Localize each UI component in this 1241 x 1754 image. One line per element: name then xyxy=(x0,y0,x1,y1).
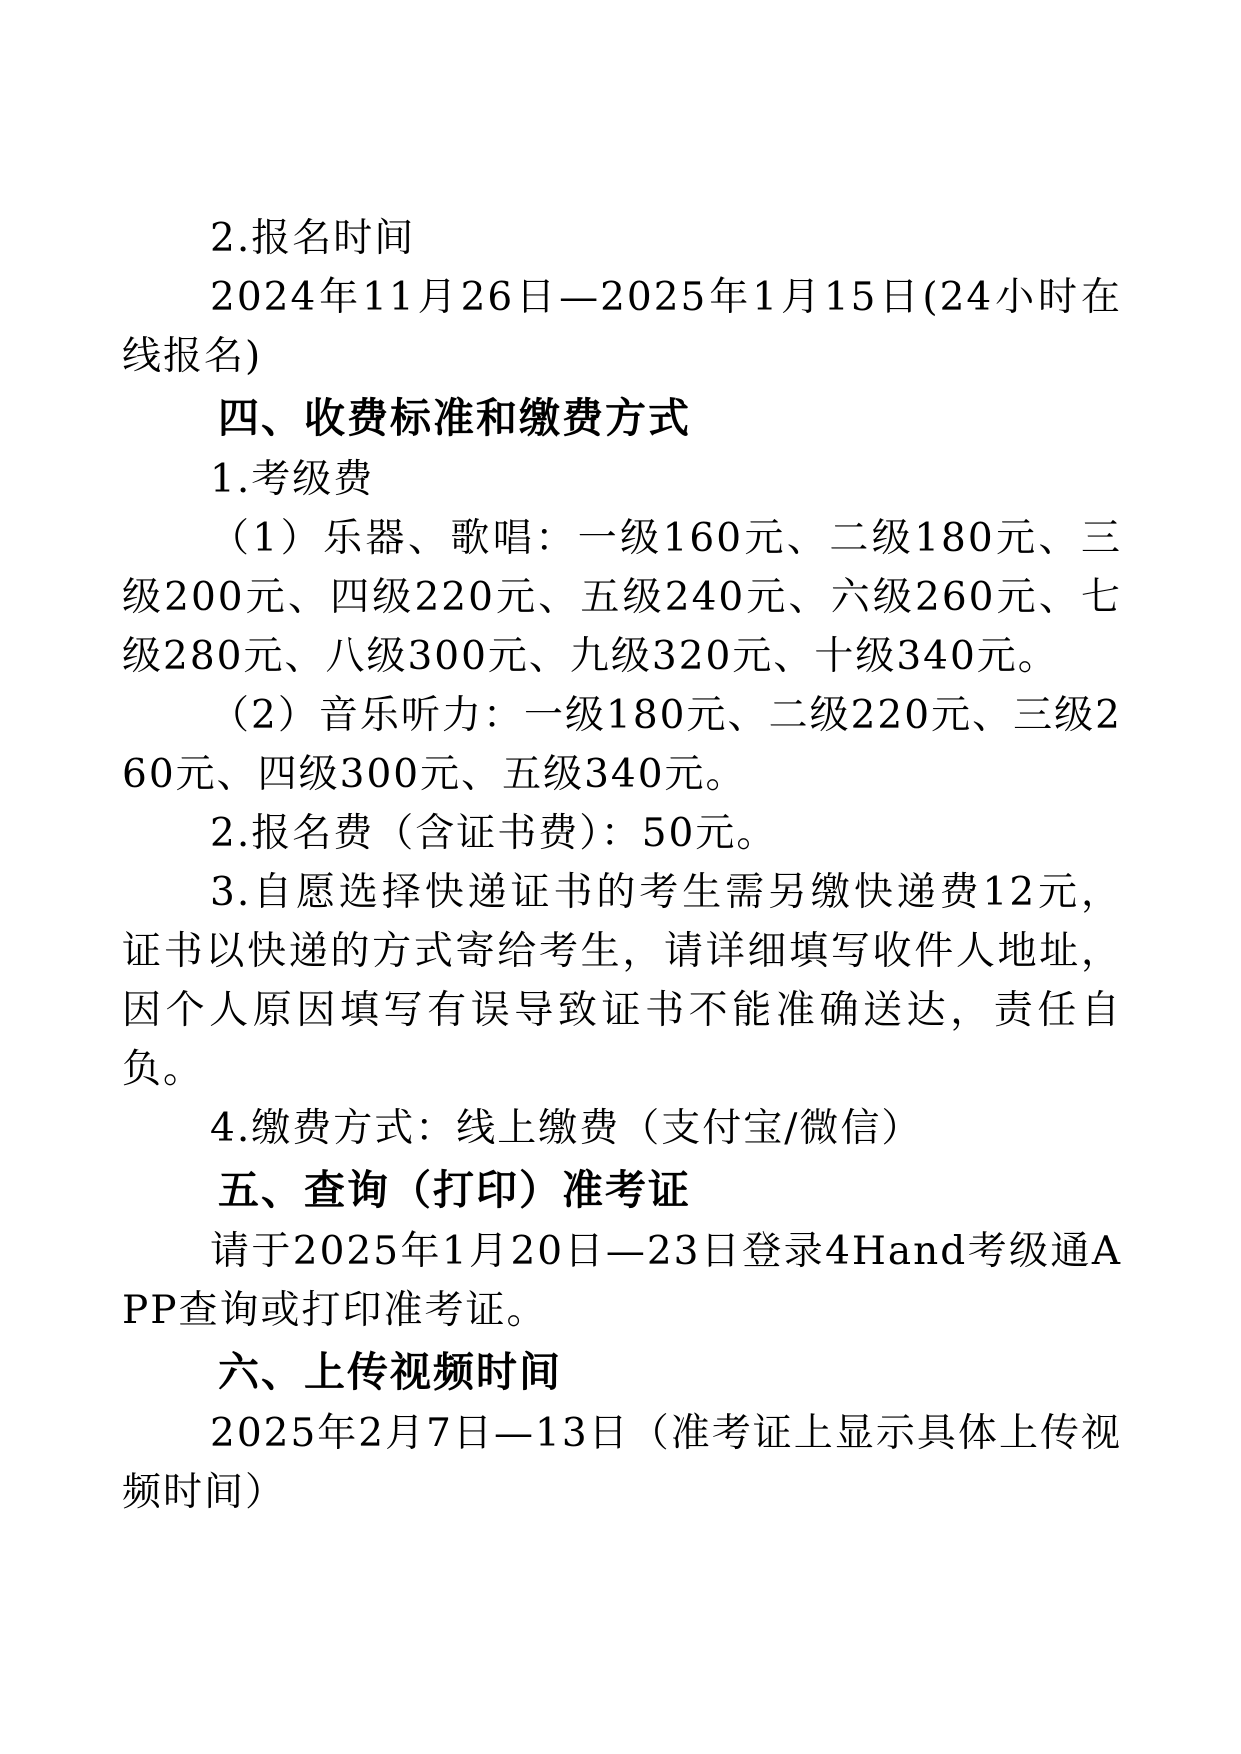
instrument-vocal-fees: （1）乐器、歌唱：一级160元、二级180元、三级200元、四级220元、五级240元、六级260元、七级280元、八级300元、九级320元、十级340元。 xyxy=(122,516,1122,679)
section-heading-video-upload: 六、上传视频时间 xyxy=(218,1348,562,1396)
payment-method: 4.缴费方式：线上缴费（支付宝/微信） xyxy=(210,1106,923,1151)
express-delivery-note: 3.自愿选择快递证书的考生需另缴快递费12元，证书以快递的方式寄给考生，请详细填写收件人地址，因个人原因填写有误导致证书不能准确送达，责任自负。 xyxy=(122,870,1122,1092)
admission-ticket-instructions: 请于2025年1月20日—23日登录4Hand考级通APP查询或打印准考证。 xyxy=(122,1229,1122,1333)
music-listening-fees: （2）音乐听力：一级180元、二级220元、三级260元、四级300元、五级340元。 xyxy=(122,693,1122,797)
registration-time-label: 2.报名时间 xyxy=(210,216,416,261)
video-upload-period: 2025年2月7日—13日（准考证上显示具体上传视频时间） xyxy=(122,1411,1122,1515)
section-heading-admission-ticket: 五、查询（打印）准考证 xyxy=(218,1166,691,1214)
registration-fee: 2.报名费（含证书费）：50元。 xyxy=(210,811,778,856)
document-body xyxy=(122,209,1122,1522)
exam-fee-label: 1.考级费 xyxy=(210,457,375,502)
registration-time-value: 2024年11月26日—2025年1月15日(24小时在线报名) xyxy=(122,275,1122,379)
section-heading-fees: 四、收费标准和缴费方式 xyxy=(218,394,691,442)
